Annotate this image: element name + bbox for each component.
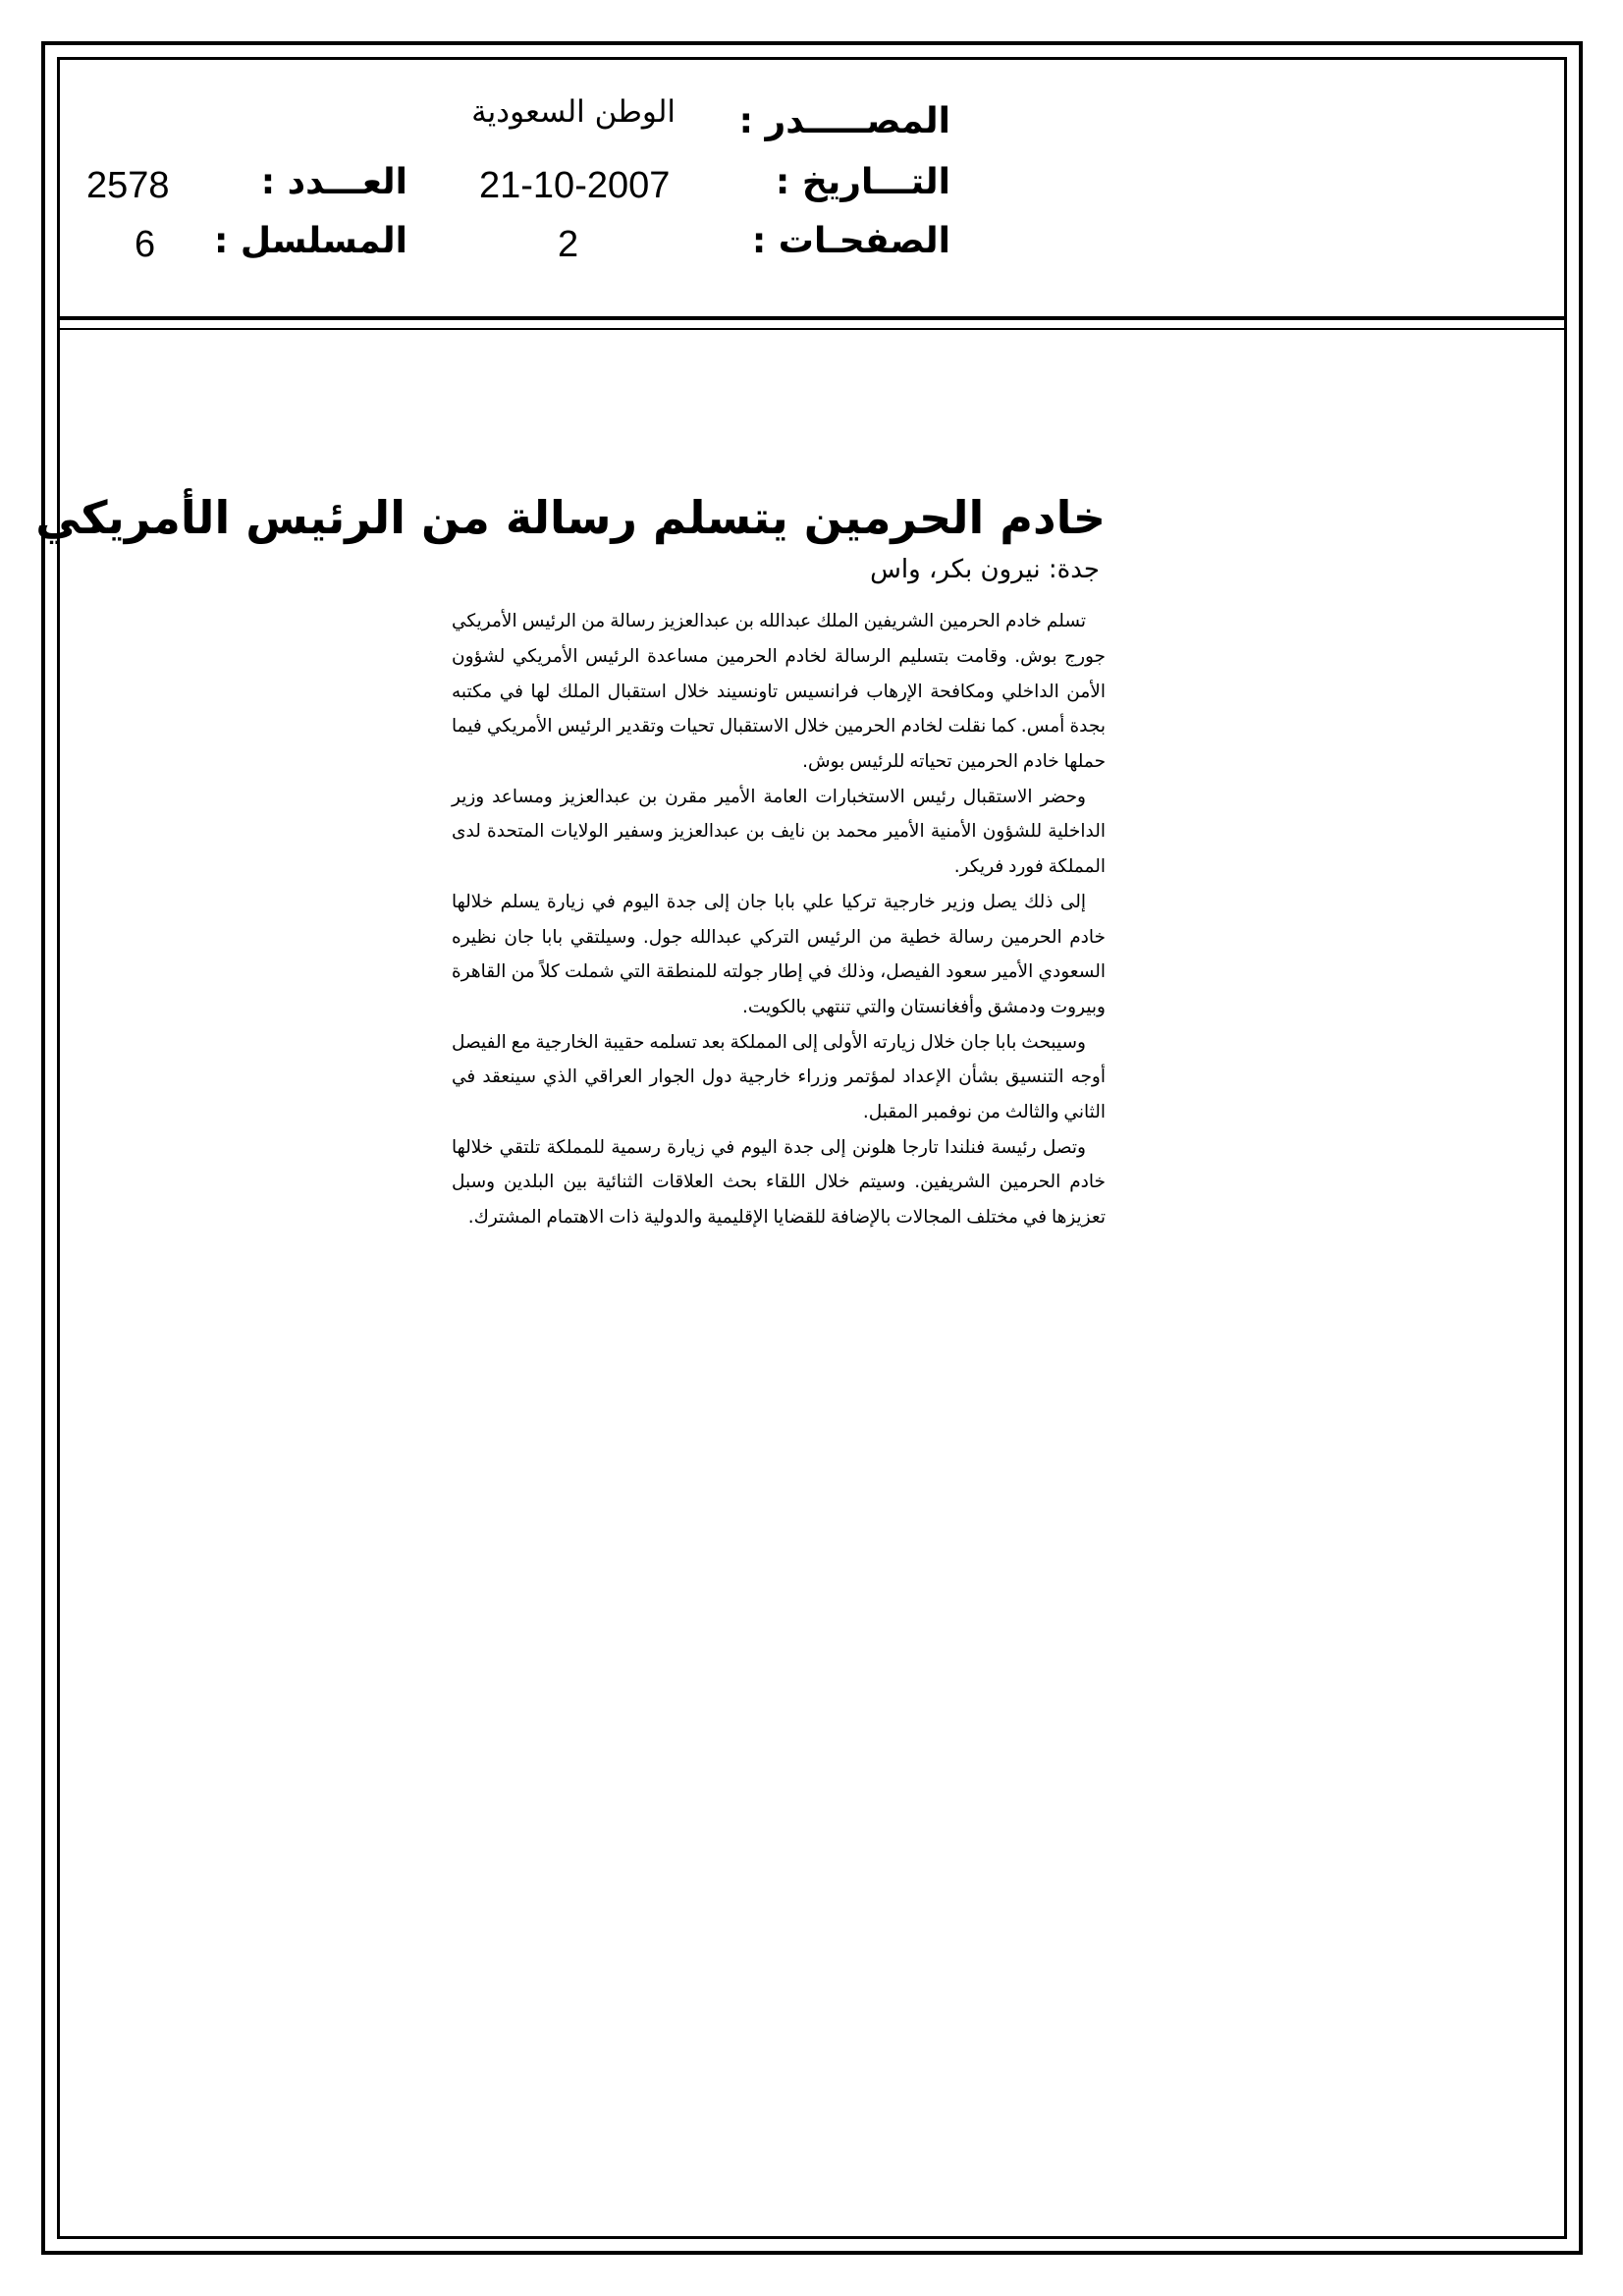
date-value: 21-10-2007 — [479, 165, 671, 206]
article-paragraph: وتصل رئيسة فنلندا تارجا هلونن إلى جدة اليوم في زيارة رسمية للمملكة تلتقي خلالها خادم الحرمين الشريفين. وسيتم خلال اللقاء بحث العلاقات الثنائية بين البلدين وسبل تعزيزها في مختلف المجالات بالإضافة للقضايا الإقليمية والدولية ذات الاهتمام المشترك. — [452, 1136, 1106, 1229]
article-headline: خادم الحرمين يتسلم رسالة من الرئيس الأمريكي — [35, 491, 1106, 544]
pages-label: الصفحـات : — [751, 221, 950, 261]
article-paragraph: تسلم خادم الحرمين الشريفين الملك عبدالله بن عبدالعزيز رسالة من الرئيس الأمريكي جورج بوش. وقامت بتسليم الرسالة لخادم الحرمين مساعدة الرئيس الأمريكي لشؤون الأمن الداخلي ومكافحة الإرهاب فرانسيس تاونسيند خلال استقبال الملك لها في مكتبه بجدة أمس. كما نقلت لخادم الحرمين خلال الاستقبال تحيات وتقدير الرئيس الأمريكي فيما حملها خادم الحرمين تحياته للرئيس بوش. — [452, 611, 1106, 772]
article-paragraph: إلى ذلك يصل وزير خارجية تركيا علي بابا جان إلى جدة اليوم في زيارة يسلم خلالها خادم الحرمين رسالة خطية من الرئيس التركي عبدالله جول. وسيلتقي بابا جان نظيره السعودي الأمير سعود الفيصل، وذلك في إطار جولته للمنطقة التي شملت كلاً من القاهرة وبيروت ودمشق وأفغانستان والتي تنتهي بالكويت. — [452, 891, 1106, 1017]
source-label: المصـــــدر : — [738, 101, 950, 141]
header-divider — [57, 316, 1567, 320]
date-label: التـــاريخ : — [775, 162, 950, 202]
article-paragraph: وحضر الاستقبال رئيس الاستخبارات العامة الأمير مقرن بن عبدالعزيز ومساعد وزير الداخلية للشؤون الأمنية الأمير محمد بن نايف بن عبدالعزيز وسفير الولايات المتحدة لدى المملكة فورد فريكر. — [452, 786, 1106, 878]
article-clipping — [35, 491, 1106, 1235]
article-byline: جدة: نيرون بكر، واس — [870, 555, 1100, 585]
source-value: الوطن السعودية — [471, 94, 676, 130]
serial-label: المسلسل : — [213, 221, 407, 261]
article-paragraph: وسيبحث بابا جان خلال زيارته الأولى إلى المملكة بعد تسلمه حقيبة الخارجية مع الفيصل أوجه التنسيق بشأن الإعداد لمؤتمر وزراء خارجية دول الجوار العراقي الذي سينعقد في الثاني والثالث من نوفمبر المقبل. — [452, 1031, 1106, 1123]
header-divider-thin — [57, 328, 1567, 330]
issue-value: 2578 — [86, 165, 170, 206]
issue-label: العـــدد : — [260, 162, 407, 202]
serial-value: 6 — [135, 224, 156, 265]
pages-value: 2 — [558, 224, 579, 265]
